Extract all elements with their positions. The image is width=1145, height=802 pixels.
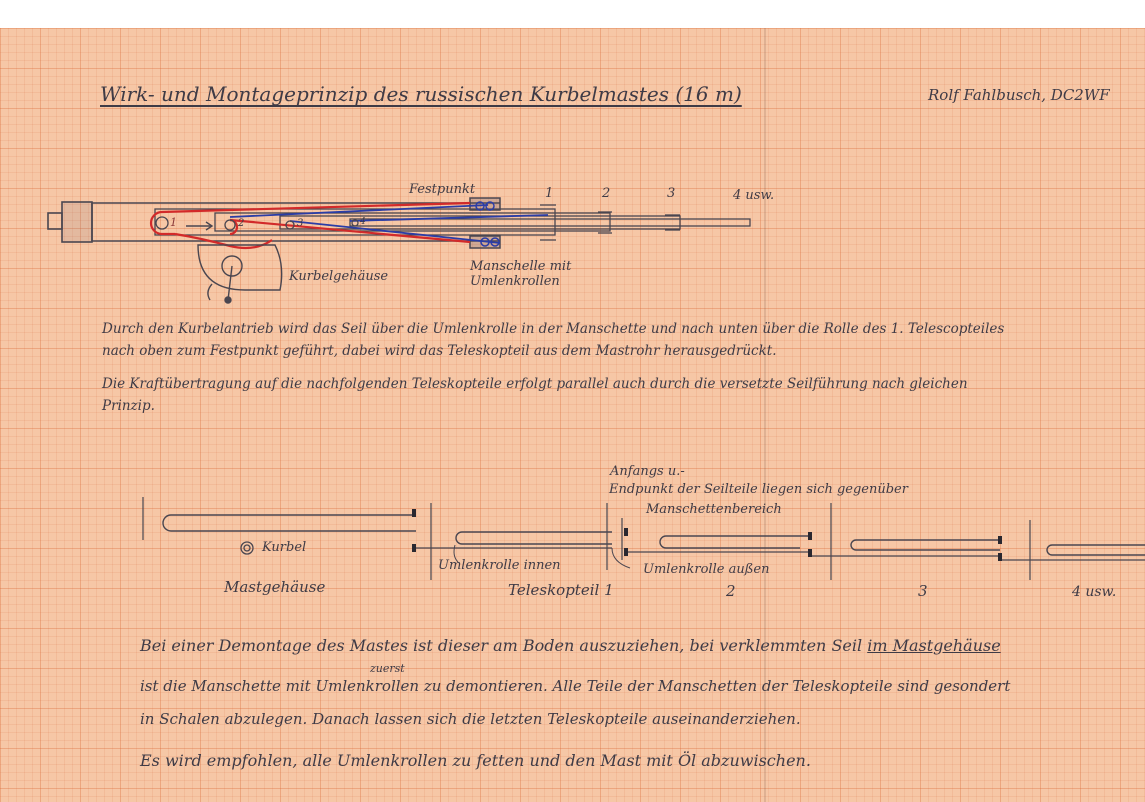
description-line-4: Prinzip.: [102, 398, 155, 414]
instruction-line-1: [140, 636, 1001, 655]
label-segment-2: 2: [602, 186, 611, 201]
label-roller-4: 4: [360, 217, 366, 227]
label-roller-2: 2: [238, 218, 245, 229]
instruction-insert-note: zuerst: [370, 662, 405, 675]
description-line-3: Die Kraftübertragung auf die nachfolgenden Teleskopteile erfolgt parallel auch durch die versetzte Seilführung nach gleichen: [102, 376, 968, 392]
author-signature: Rolf Fahlbusch, DC2WF: [928, 86, 1110, 104]
label-anchor-note-2: Endpunkt der Seilteile liegen sich gegenüber: [609, 482, 908, 497]
crank-housing-top: [198, 245, 282, 303]
instruction-line-3: in Schalen abzulegen. Danach lassen sich die letzten Teleskopteile auseinanderziehen.: [140, 710, 801, 728]
label-section-telescope-1: Teleskopteil 1: [508, 581, 614, 599]
rope-loops-bottom: [163, 515, 1145, 555]
label-section-4: 4 usw.: [1072, 584, 1117, 600]
label-outer-roller: Umlenkrolle außen: [643, 562, 770, 577]
label-section-housing: Mastgehäuse: [224, 578, 326, 596]
label-sleeve-area: Manschettenbereich: [646, 502, 782, 517]
label-crank-housing: Kurbelgehäuse: [289, 269, 389, 284]
label-anchor-note-1: Anfangs u.-: [610, 464, 685, 479]
page-title: Wirk- und Montageprinzip des russischen Kurbelmastes (16 m): [100, 82, 742, 106]
instruction-line-4: Es wird empfohlen, alle Umlenkrollen zu fetten und den Mast mit Öl abzuwischen.: [140, 751, 811, 770]
arrow-roller-1: [186, 222, 212, 230]
label-sleeve-line2: Umlenkrollen: [470, 274, 560, 289]
instruction-line-2: ist die Manschette mit Umlenkrollen zu demontieren. Alle Teile der Manschetten der Teleskopteile sind gesondert: [140, 677, 1011, 695]
section-dividers: [143, 497, 1030, 580]
instruction-line-1b-underlined: im Mastgehäuse: [867, 636, 1001, 655]
label-roller-1: 1: [170, 216, 177, 229]
instruction-line-1a: Bei einer Demontage des Mastes ist dieser am Boden auszuziehen, bei verklemmten Seil: [140, 636, 868, 655]
crank-symbol-bottom: [241, 542, 253, 554]
label-sleeve-line1: Manschelle mit: [470, 259, 572, 274]
label-segment-4: 4 usw.: [733, 188, 775, 203]
label-roller-3: 3: [297, 218, 304, 229]
label-segment-1: 1: [545, 186, 554, 201]
description-line-1: Durch den Kurbelantrieb wird das Seil über die Umlenkrolle in der Manschette und nach unten über die Rolle des 1. Telescopteiles: [102, 321, 1005, 337]
label-inner-roller: Umlenkrolle innen: [438, 558, 561, 573]
label-segment-3: 3: [667, 186, 676, 201]
label-section-3: 3: [918, 582, 928, 600]
label-section-2: 2: [726, 582, 736, 600]
label-fixpoint: Festpunkt: [409, 182, 476, 197]
label-crank: Kurbel: [262, 540, 307, 555]
description-line-2: nach oben zum Festpunkt geführt, dabei wird das Teleskopteil aus dem Mastrohr herausgedrückt.: [102, 343, 777, 359]
